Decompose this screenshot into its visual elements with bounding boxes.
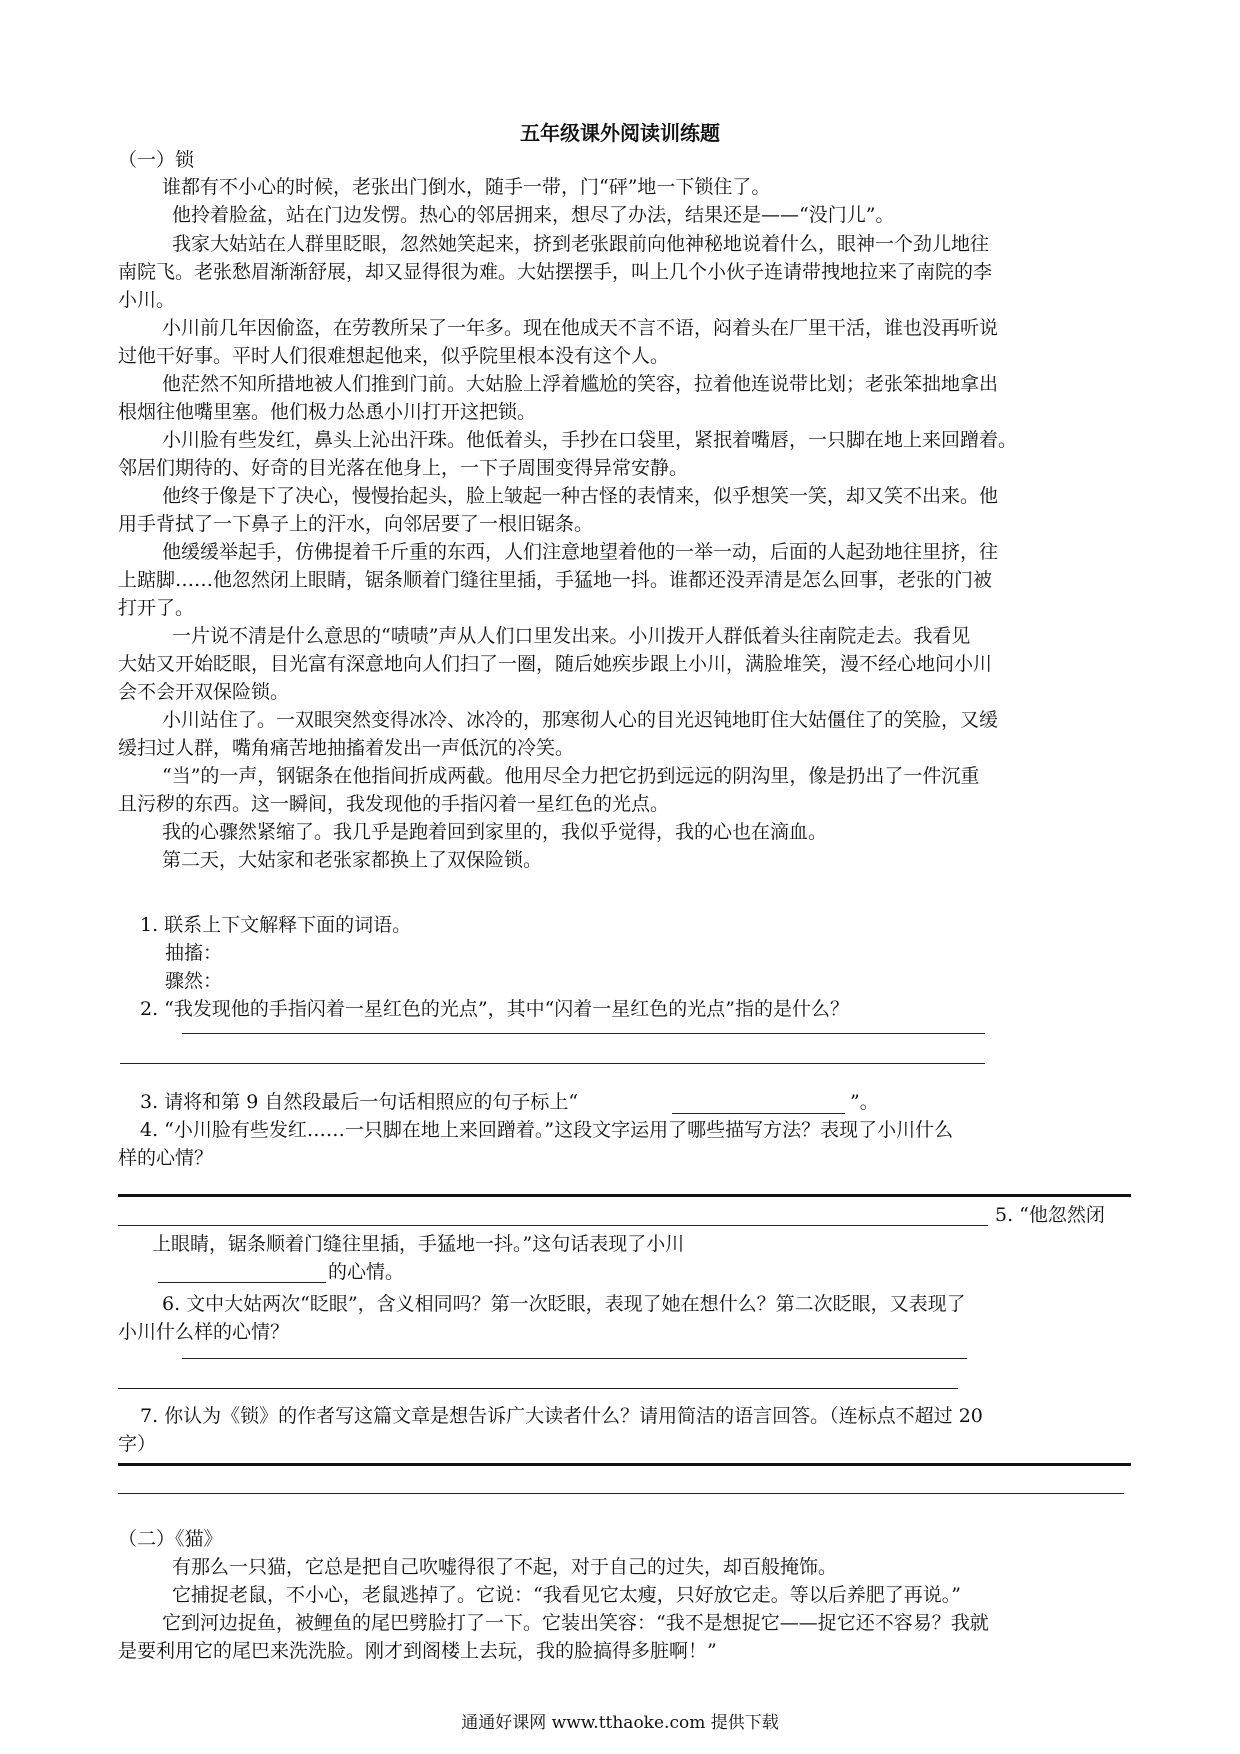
question-1: 1. 联系上下文解释下面的词语。 (140, 914, 412, 936)
question-4-cont: 样的心情？ (118, 1147, 214, 1169)
question-5-cont: 上眼睛，锯条顺着门缝往里插，手猛地一抖。”这句话表现了小川 (152, 1233, 685, 1255)
answer-line[interactable] (118, 1194, 1131, 1197)
question-5-end: 的心情。 (328, 1261, 405, 1283)
page-title: 五年级课外阅读训练题 (520, 121, 720, 145)
passage-line: 他缓缓举起手，仿佛提着千斤重的东西，人们注意地望着他的一举一动，后面的人起劲地往里挤，往 (162, 541, 999, 563)
term-label-zhouran: 骤然： (165, 970, 223, 992)
question-5: 5. “他忽然闭 (995, 1204, 1105, 1226)
answer-blank[interactable] (158, 1282, 326, 1283)
question-3: 3. 请将和第 9 自然段最后一句话相照应的句子标上“ (140, 1091, 579, 1113)
question-6: 6. 文中大姑两次“眨眼”，含义相同吗？第一次眨眼，表现了她在想什么？第二次眨眼，又表现了 (162, 1293, 966, 1315)
section-heading-cat: （二）《猫》 (118, 1528, 223, 1550)
question-6-cont: 小川什么样的心情？ (118, 1321, 290, 1343)
passage-line: 第二天，大姑家和老张家都换上了双保险锁。 (162, 849, 543, 871)
passage-line: 一片说不清是什么意思的“啧啧”声从人们口里发出来。小川拨开人群低着头往南院走去。我看见 (172, 625, 971, 647)
passage-line: 我的心骤然紧缩了。我几乎是跑着回到家里的，我似乎觉得，我的心也在滴血。 (162, 821, 828, 843)
passage-line: 且污秽的东西。这一瞬间，我发现他的手指闪着一星红色的光点。 (118, 793, 670, 815)
question-2: 2. “我发现他的手指闪着一星红色的光点”，其中“闪着一星红色的光点”指的是什么？ (140, 998, 850, 1020)
passage-line: 上踮脚……他忽然闭上眼睛，锯条顺着门缝往里插，手猛地一抖。谁都还没弄清是怎么回事，老张的门被 (118, 569, 993, 591)
passage-line: 大姑又开始眨眼，目光富有深意地向人们扫了一圈，随后她疾步跟上小川，满脸堆笑，漫不经心地问小川 (118, 653, 993, 675)
passage-line: 他茫然不知所措地被人们推到门前。大姑脸上浮着尴尬的笑容，拉着他连说带比划；老张笨拙地拿出 (162, 373, 999, 395)
passage-line: 用手背拭了一下鼻子上的汗水，向邻居要了一根旧锯条。 (118, 513, 594, 535)
passage-line: 谁都有不小心的时候，老张出门倒水，随手一带，门“砰”地一下锁住了。 (162, 176, 771, 198)
passage-line: 有那么一只猫，它总是把自己吹嘘得很了不起，对于自己的过失，却百般掩饰。 (172, 1556, 838, 1578)
question-7-cont: 字） (118, 1433, 157, 1455)
passage-line: 缓扫过人群，嘴角痛苦地抽搐着发出一声低沉的冷笑。 (118, 737, 575, 759)
passage-line: 南院飞。老张愁眉渐渐舒展，却又显得很为难。大姑摆摆手，叫上几个小伙子连请带拽地拉来了南院的李 (118, 261, 993, 283)
passage-line: 小川站住了。一双眼突然变得冰冷、冰冷的，那寒彻人心的目光迟钝地盯住大姑僵住了的笑脸，又缓 (162, 709, 999, 731)
passage-line: 我家大姑站在人群里眨眼，忽然她笑起来，挤到老张跟前向他神秘地说着什么，眼神一个劲儿地往 (172, 233, 990, 255)
answer-blank[interactable] (672, 1113, 845, 1114)
passage-line: 是要利用它的尾巴来洗洗脸。刚才到阁楼上去玩，我的脸搞得多脏啊！” (118, 1640, 717, 1662)
passage-line: 邻居们期待的、好奇的目光落在他身上，一下子周围变得异常安静。 (118, 457, 689, 479)
answer-line[interactable] (182, 1358, 967, 1359)
term-label-chouchu: 抽搐： (165, 942, 223, 964)
footer-credit: 通通好课网 www.tthaoke.com 提供下载 (461, 1713, 779, 1733)
section-heading-lock: （一）锁 (118, 149, 195, 171)
question-7: 7. 你认为《锁》的作者写这篇文章是想告诉广大读者什么？请用简洁的语言回答。（连标点不超过 20 (140, 1405, 983, 1427)
passage-line: 他拎着脸盆，站在门边发愣。热心的邻居拥来，想尽了办法，结果还是——“没门儿”。 (172, 204, 895, 226)
passage-line: 小川脸有些发红，鼻头上沁出汗珠。他低着头，手抄在口袋里，紧抿着嘴唇，一只脚在地上来回蹭着。 (162, 429, 1018, 451)
answer-line[interactable] (120, 1063, 985, 1064)
passage-line: 过他干好事。平时人们很难想起他来，似乎院里根本没有这个人。 (118, 345, 670, 367)
passage-line: 小川。 (118, 289, 176, 311)
answer-line[interactable] (118, 1225, 988, 1226)
answer-line[interactable] (118, 1463, 1131, 1466)
passage-line: 小川前几年因偷盗，在劳教所呆了一年多。现在他成天不言不语，闷着头在厂里干活，谁也没再听说 (162, 317, 999, 339)
answer-line[interactable] (118, 1493, 1124, 1494)
passage-line: 它到河边捉鱼，被鲤鱼的尾巴劈脸打了一下。它装出笑容：“我不是想捉它——捉它还不容易？我就 (162, 1612, 989, 1634)
passage-line: 打开了。 (118, 597, 195, 619)
passage-line: “当”的一声，钢锯条在他指间折成两截。他用尽全力把它扔到远远的阴沟里，像是扔出了一件沉重 (162, 765, 980, 787)
answer-line[interactable] (118, 1388, 958, 1389)
passage-line: 根烟往他嘴里塞。他们极力怂恿小川打开这把锁。 (118, 401, 537, 423)
answer-line[interactable] (182, 1033, 985, 1034)
passage-line: 会不会开双保险锁。 (118, 681, 290, 703)
passage-line: 它捕捉老鼠，不小心，老鼠逃掉了。它说：“我看见它太瘦，只好放它走。等以后养肥了再说。” (172, 1584, 961, 1606)
question-3-close-quote: ”。 (850, 1091, 879, 1113)
question-4: 4. “小川脸有些发红……一只脚在地上来回蹭着。”这段文字运用了哪些描写方法？表现了小川什么 (140, 1119, 954, 1141)
passage-line: 他终于像是下了决心，慢慢抬起头，脸上皱起一种古怪的表情来，似乎想笑一笑，却又笑不出来。他 (162, 485, 999, 507)
